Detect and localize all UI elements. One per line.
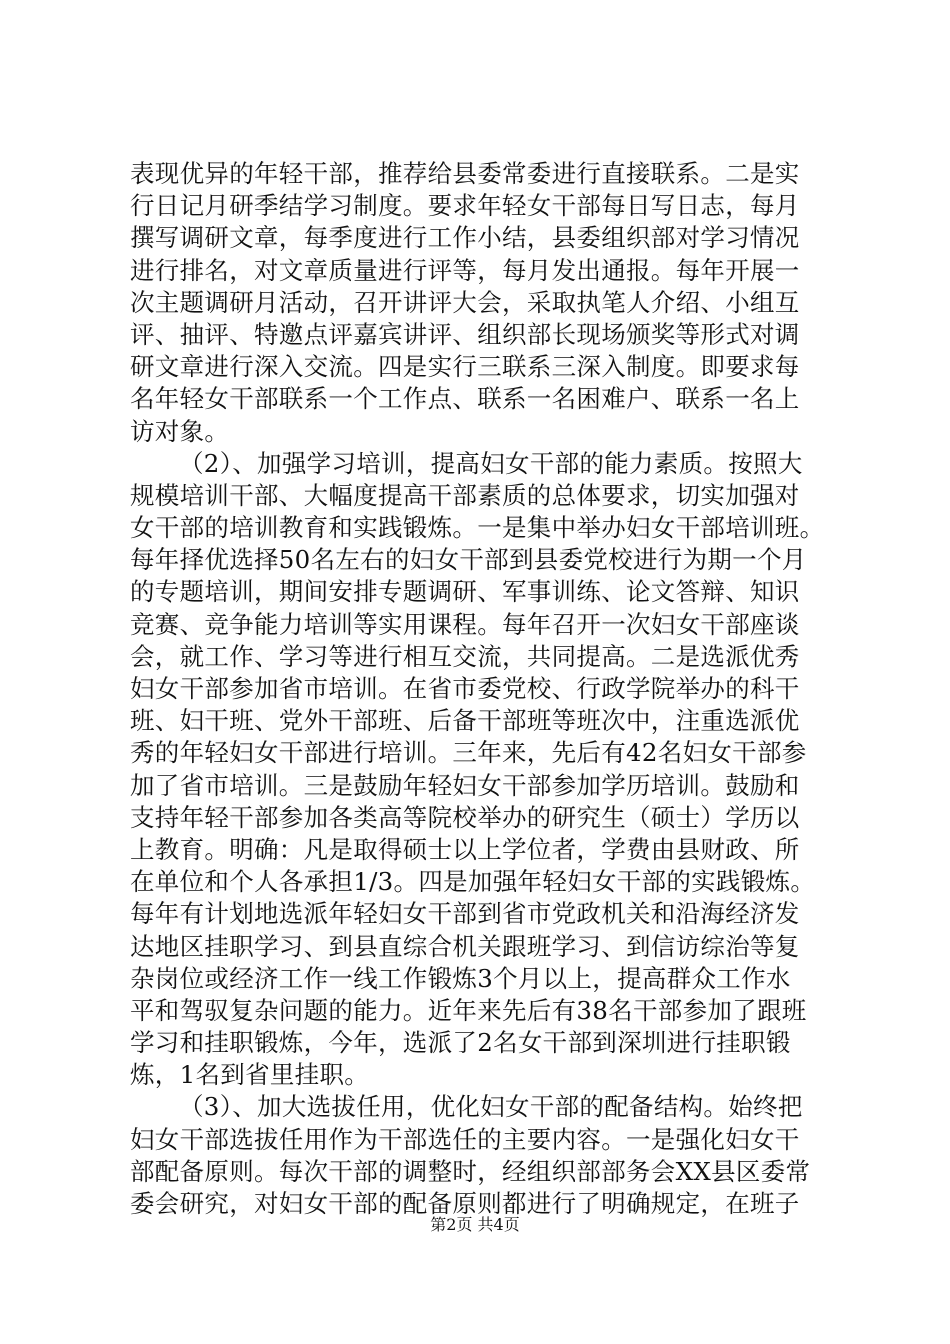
document-body bbox=[130, 158, 830, 1220]
text-line: 每年择优选择50名左右的妇女干部到县委党校进行为期一个月 bbox=[130, 545, 807, 575]
page-footer: 第2页 共4页 bbox=[430, 1215, 520, 1234]
text-line: 班、妇干班、党外干部班、后备干部班等班次中，注重选派优 bbox=[130, 706, 800, 736]
text-line: 支持年轻干部参加各类高等院校举办的研究生（硕士）学历以 bbox=[130, 802, 800, 832]
text-line: 每年有计划地选派年轻妇女干部到省市党政机关和沿海经济发 bbox=[130, 899, 800, 929]
text-line: 规模培训干部、大幅度提高干部素质的总体要求，切实加强对 bbox=[130, 480, 800, 510]
text-line: 达地区挂职学习、到县直综合机关跟班学习、到信访综治等复 bbox=[130, 931, 800, 961]
text-line: 的专题培训，期间安排专题调研、军事训练、论文答辩、知识 bbox=[130, 577, 800, 607]
text-line: 女干部的培训教育和实践锻炼。一是集中举办妇女干部培训班。 bbox=[130, 513, 825, 543]
text-line: 名年轻女干部联系一个工作点、联系一名困难户、联系一名上 bbox=[130, 384, 800, 414]
text-line: 妇女干部选拔任用作为干部选任的主要内容。一是强化妇女干 bbox=[130, 1124, 800, 1154]
text-line: 研文章进行深入交流。四是实行三联系三深入制度。即要求每 bbox=[130, 352, 800, 382]
text-line: 妇女干部参加省市培训。在省市委党校、行政学院举办的科干 bbox=[130, 674, 800, 703]
text-line: 上教育。明确：凡是取得硕士以上学位者，学费由县财政、所 bbox=[130, 834, 800, 864]
text-line: （3）、加大选拔任用，优化妇女干部的配备结构。始终把 bbox=[179, 1092, 803, 1122]
text-line: 委会研究，对妇女干部的配备原则都进行了明确规定，在班子 bbox=[130, 1189, 800, 1218]
text-line: 加了省市培训。三是鼓励年轻妇女干部参加学历培训。鼓励和 bbox=[130, 770, 800, 800]
text-line: 行日记月研季结学习制度。要求年轻女干部每日写日志，每月 bbox=[130, 191, 800, 221]
text-line: 撰写调研文章，每季度进行工作小结，县委组织部对学习情况 bbox=[130, 223, 800, 253]
text-line: 表现优异的年轻干部，推荐给县委常委进行直接联系。二是实 bbox=[130, 159, 800, 188]
text-line: 秀的年轻妇女干部进行培训。三年来，先后有42名妇女干部参 bbox=[130, 738, 807, 768]
text-line: 访对象。 bbox=[130, 416, 230, 446]
text-line: 评、抽评、特邀点评嘉宾讲评、组织部长现场颁奖等形式对调 bbox=[130, 319, 800, 349]
text-line: 次主题调研月活动，召开讲评大会，采取执笔人介绍、小组互 bbox=[130, 287, 800, 317]
text-line: 学习和挂职锻炼，今年，选派了2名女干部到深圳进行挂职锻 bbox=[130, 1028, 791, 1058]
text-line: 进行排名，对文章质量进行评等，每月发出通报。每年开展一 bbox=[130, 255, 800, 285]
text-line: 部配备原则。每次干部的调整时，经组织部部务会XX县区委常 bbox=[130, 1156, 811, 1186]
text-line: （2）、加强学习培训，提高妇女干部的能力素质。按照大 bbox=[179, 448, 803, 478]
text-line: 会，就工作、学习等进行相互交流，共同提高。二是选派优秀 bbox=[130, 641, 800, 671]
text-line: 杂岗位或经济工作一线工作锻炼3个月以上，提高群众工作水 bbox=[130, 963, 791, 993]
text-line: 炼，1名到省里挂职。 bbox=[130, 1060, 370, 1090]
text-line: 在单位和个人各承担1/3。四是加强年轻妇女干部的实践锻炼。 bbox=[130, 867, 816, 897]
text-line: 竞赛、竞争能力培训等实用课程。每年召开一次妇女干部座谈 bbox=[130, 609, 800, 639]
text-line: 平和驾驭复杂问题的能力。近年来先后有38名干部参加了跟班 bbox=[130, 995, 807, 1025]
